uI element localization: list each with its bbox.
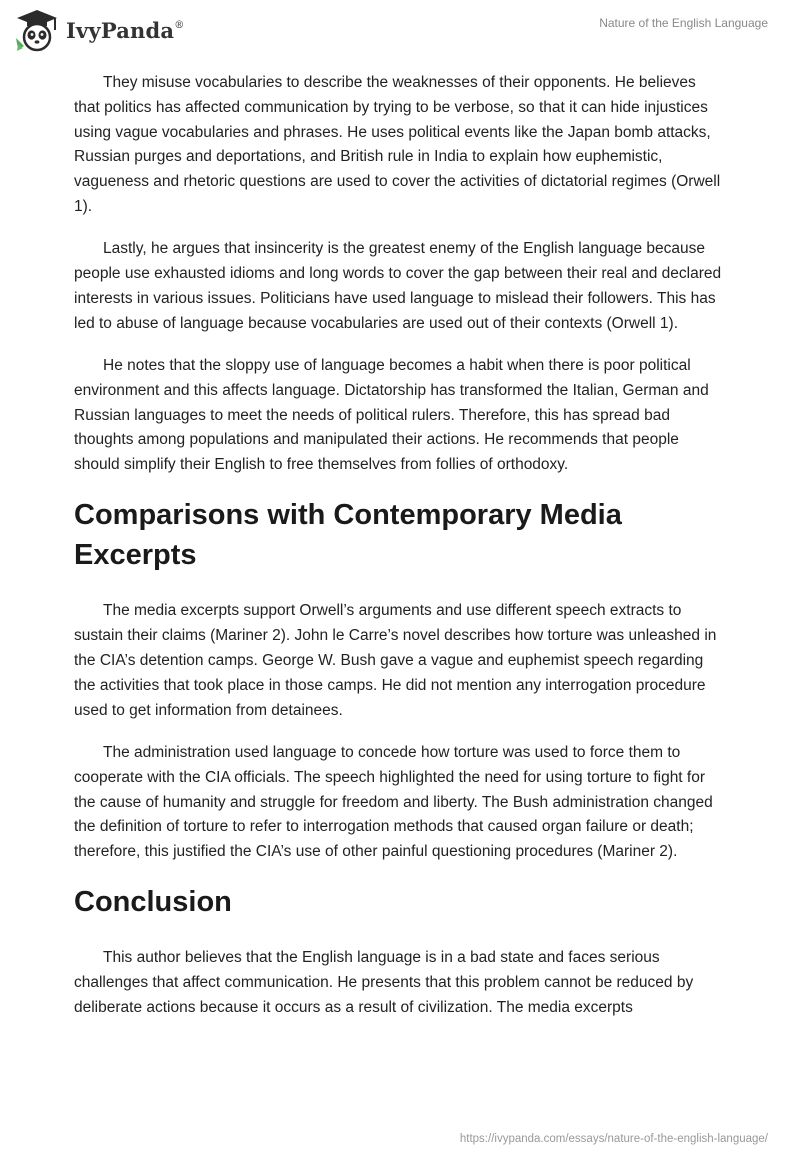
paragraph: They misuse vocabularies to describe the weaknesses of their opponents. He believes that politics has affected communication by trying to be verbose, so that it can hide injustices using vague vocabularies and phrases. He uses political events like the Japan bomb attacks, Russian purges and deportations, and British rule in India to explain how euphemistic, vagueness and rhetoric questions are used to cover the activities of dictatorial regimes (Orwell 1).	[74, 74, 721, 215]
panda-logo-icon	[14, 8, 60, 52]
paragraph: Lastly, he argues that insincerity is the greatest enemy of the English language because people use exhausted idioms and long words to cover the gap between their real and declared interests in various issues. Politicians have used language to mislead their followers. This has led to abuse of language because vocabularies are used out of their contexts (Orwell 1).	[74, 240, 722, 332]
logo[interactable]	[14, 8, 184, 52]
page-header	[0, 0, 800, 70]
section-heading-conclusion: Conclusion	[74, 886, 232, 919]
paragraph: He notes that the sloppy use of language becomes a habit when there is poor political environment and this affects language. Dictatorship has transformed the Italian, German and Russian languages to meet the needs of political rulers. Therefore, this has spread bad thoughts among populations and manipulated their actions. He recommends that people should simplify their English to free themselves from follies of orthodoxy.	[74, 356, 709, 474]
paragraph: This author believes that the English language is in a bad state and faces serious challenges that affect communication. He presents that this problem cannot be reduced by deliberate actions because it occurs as a result of civilization. The media excerpts	[74, 949, 694, 1017]
document-title: Nature of the English Language	[599, 16, 768, 30]
paragraph: The administration used language to concede how torture was used to force them to cooperate with the CIA officials. The speech highlighted the need for using torture to fight for the cause of humanity and struggle for freedom and liberty. The Bush administration changed the definition of torture to refer to interrogation methods that caused organ failure or death; therefore, this justified the CIA’s use of other painful questioning procedures (Mariner 2).	[74, 743, 713, 861]
source-url[interactable]: https://ivypanda.com/essays/nature-of-the-english-language/	[459, 1133, 768, 1145]
paragraph: The media excerpts support Orwell’s arguments and use different speech extracts to sustain their claims (Mariner 2). John le Carre’s novel describes how torture was unleashed in the CIA’s detention camps. George W. Bush gave a vague and euphemist speech regarding the activities that took place in those camps. He did not mention any interrogation procedure used to get information from detainees.	[74, 602, 717, 719]
brand-name: IvyPanda®	[66, 17, 185, 43]
section-heading-comparisons: Comparisons with Contemporary Media Excerpts	[74, 499, 622, 572]
essay-content	[74, 71, 724, 1038]
